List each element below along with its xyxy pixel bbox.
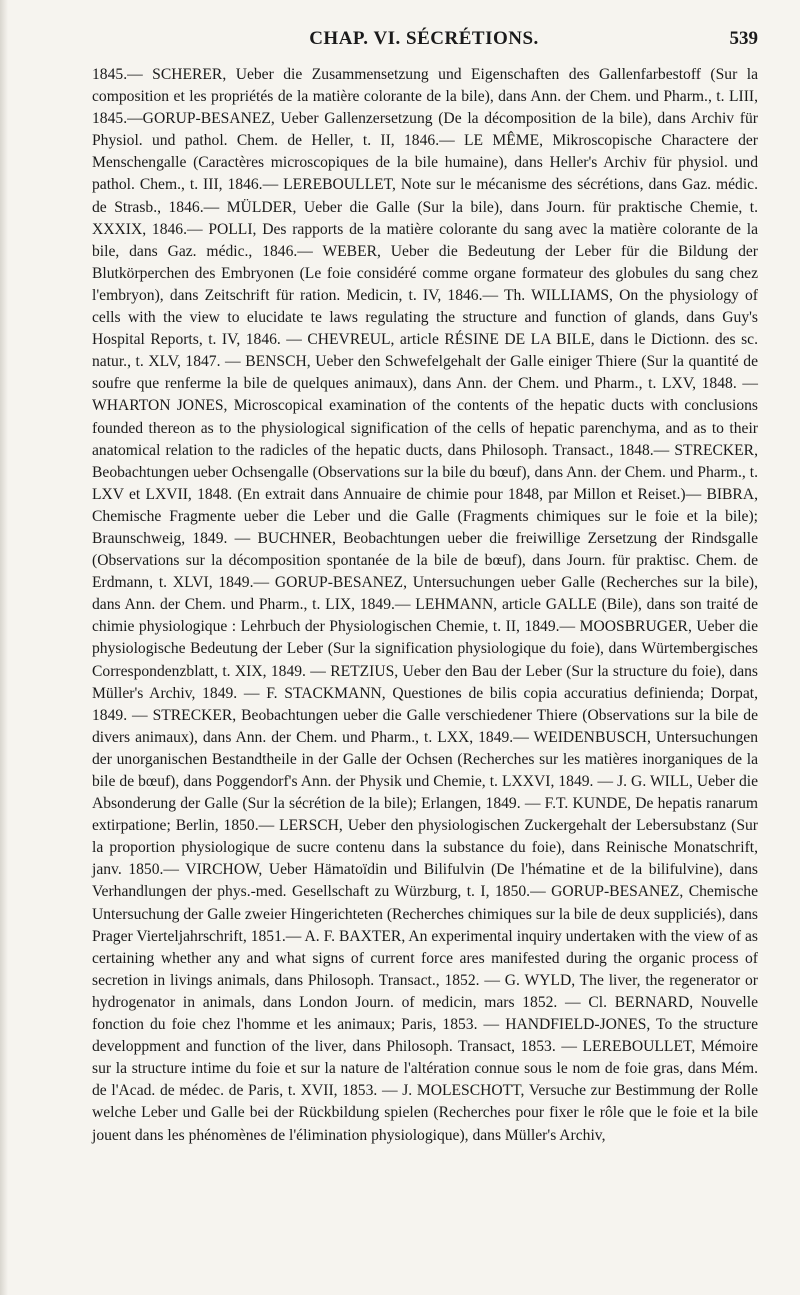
- page-header: [90, 28, 758, 56]
- page-number: 539: [729, 28, 758, 49]
- running-title: CHAP. VI. SÉCRÉTIONS.: [309, 28, 539, 49]
- page-gutter-shadow: [0, 0, 8, 1295]
- bibliography-text: [92, 64, 758, 1147]
- bibliography-paragraph: 1845.— SCHERER, Ueber die Zusammensetzung und Eigenschaften des Gallenfarbestoff (Sur la composition et les propriétés de la matière colorante de la bile), dans Ann. der Chem. und Pharm., t. LIII, 1845.—GORUP-BESANEZ, Ueber Gallenzersetzung (De la décomposition de la bile), dans Archiv für Physiol. und pathol. Chem. de Heller, t. II, 1846.— LE MÊME, Mikroscopische Charactere der Menschengalle (Caractères microscopiques de la bile humaine), dans Heller's Archiv für physiol. und pathol. Chem., t. III, 1846.— LEREBOULLET, Note sur le mécanisme des sécrétions, dans Gaz. médic. de Strasb., 1846.— MÜLDER, Ueber die Galle (Sur la bile), dans Journ. für praktische Chemie, t. XXXIX, 1846.— POLLI, Des rapports de la matière colorante du sang avec la matière colorante de la bile, dans Gaz. médic., 1846.— WEBER, Ueber die Bedeutung der Leber für die Bildung der Blutkörperchen des Embryonen (Le foie considéré comme organe formateur des globules du sang chez l'embryon), dans Zeitschrift für ration. Medicin, t. IV, 1846.— Th. WILLIAMS, On the physiology of cells with the view to elucidate te laws regulating the structure and function of glands, dans Guy's Hospital Reports, t. IV, 1846. — CHEVREUL, article RÉSINE DE LA BILE, dans le Dictionn. des sc. natur., t. XLV, 1847. — BENSCH, Ueber den Schwefelgehalt der Galle einiger Thiere (Sur la quantité de soufre que renferme la bile de quelques animaux), dans Ann. der Chem. und Pharm., t. LXV, 1848. — WHARTON JONES, Microscopical examination of the contents of the hepatic ducts with conclusions founded thereon as to the physiological signification of the cells of hepatic parenchyma, and as to their anatomical relation to the radicles of the hepatic ducts, dans Philosoph. Transact., 1848.— STRECKER, Beobachtungen ueber Ochsengalle (Observations sur la bile du bœuf), dans Ann. der Chem. und Pharm., t. LXV et LXVII, 1848. (En extrait dans Annuaire de chimie pour 1848, par Millon et Reiset.)— BIBRA, Chemische Fragmente ueber die Leber und die Galle (Fragments chimiques sur le foie et la bile); Braunschweig, 1849. — BUCHNER, Beobachtungen ueber die freiwillige Zersetzung der Rindsgalle (Observations sur la décomposition spontanée de la bile de bœuf), dans Journ. für praktisc. Chem. de Erdmann, t. XLVI, 1849.— GORUP-BESANEZ, Untersuchungen ueber Galle (Recherches sur la bile), dans Ann. der Chem. und Pharm., t. LIX, 1849.— LEHMANN, article GALLE (Bile), dans son traité de chimie physiologique : Lehrbuch der Physiologischen Chemie, t. II, 1849.— MOOSBRUGER, Ueber die physiologische Bedeutung der Leber (Sur la signification physiologique du foie), dans Würtembergisches Correspondenzblatt, t. XIX, 1849. — RETZIUS, Ueber den Bau der Leber (Sur la structure du foie), dans Müller's Archiv, 1849. — F. STACKMANN, Questiones de bilis copia accuratius definienda; Dorpat, 1849. — STRECKER, Beobachtungen ueber die Galle verschiedener Thiere (Observations sur la bile de divers animaux), dans Ann. der Chem. und Pharm., t. LXX, 1849.— WEIDENBUSCH, Untersuchungen der unorganischen Bestandtheile in der Galle der Ochsen (Recherches sur les matières inorganiques de la bile de bœuf), dans Poggendorf's Ann. der Physik und Chemie, t. LXXVI, 1849. — J. G. WILL, Ueber die Absonderung der Galle (Sur la sécrétion de la bile); Erlangen, 1849. — F.T. KUNDE, De hepatis ranarum extirpatione; Berlin, 1850.— LERSCH, Ueber den physiologischen Zuckergehalt der Lebersubstanz (Sur la proportion physiologique de sucre contenu dans la substance du foie), dans Reinische Monatschrift, janv. 1850.— VIRCHOW, Ueber Hämatoïdin und Bilifulvin (De l'hématine et de la bilifulvine), dans Verhandlungen der phys.-med. Gesellschaft zu Würzburg, t. I, 1850.— GORUP-BESANEZ, Chemische Untersuchung der Galle zweier Hingerichteten (Recherches chimiques sur la bile de deux suppliciés), dans Prager Vierteljahrschrift, 1851.— A. F. BAXTER, An experimental inquiry undertaken with the view of as certaining whether any and what signs of current force ares manifested during the organic process of secretion in livings animals, dans Philosoph. Transact., 1852. — G. WYLD, The liver, the regenerator or hydrogenator in animals, dans London Journ. of medicin, mars 1852. — Cl. BERNARD, Nouvelle fonction du foie chez l'homme et les animaux; Paris, 1853. — HANDFIELD-JONES, To the structure developpment and function of the liver, dans Philosoph. Transact, 1853. — LEREBOULLET, Mémoire sur la structure intime du foie et sur la nature de l'altération connue sous le nom de foie gras, dans Mém. de l'Acad. de médec. de Paris, t. XVII, 1853. — J. MOLESCHOTT, Versuche zur Bestimmung der Rolle welche Leber und Galle bei der Rückbildung spielen (Recherches pour fixer le rôle que le foie et la bile jouent dans les phénomènes de l'élimination physiologique), dans Müller's Archiv,: [92, 66, 758, 1144]
